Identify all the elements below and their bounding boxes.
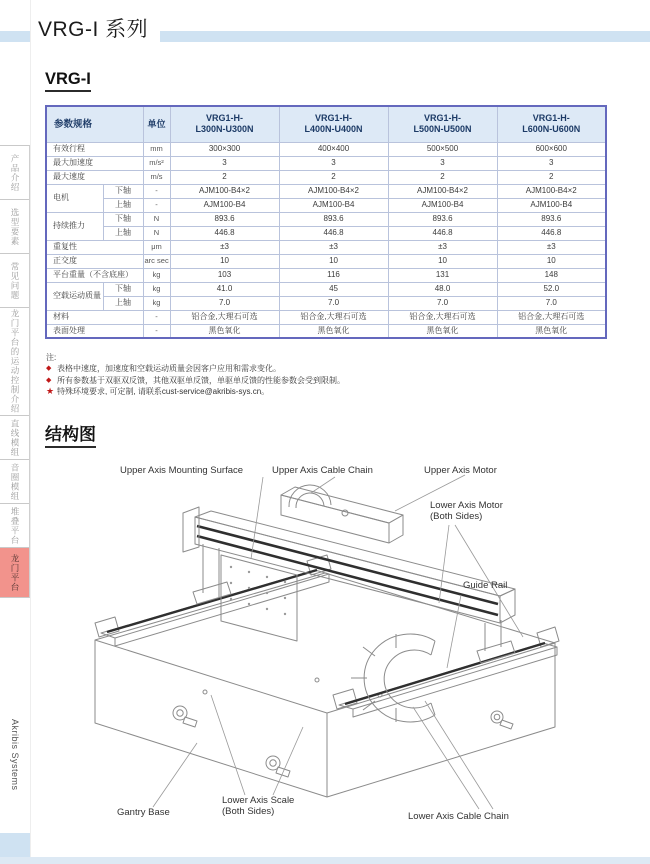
table-cell: 45	[279, 282, 388, 296]
eyebolt-icon	[173, 706, 513, 777]
label-line: Lower Axis Motor	[430, 500, 503, 511]
sidebar-item-gantry-motion-control-intro[interactable]: 龙门平台的运动控制介绍	[0, 308, 29, 416]
table-cell: 500×500	[388, 142, 497, 156]
label-lower-axis-cable-chain	[408, 811, 509, 822]
unit-cell: arc sec	[143, 254, 170, 268]
row-group-label: 持续推力	[46, 212, 103, 240]
table-cell: AJM100-B4×2	[388, 184, 497, 198]
model-name-line: L500N-U500N	[413, 124, 472, 135]
table-row	[46, 170, 606, 184]
table-cell: AJM100-B4	[497, 198, 606, 212]
model-name-line: VRG1-H-	[206, 113, 244, 124]
table-cell: 52.0	[497, 282, 606, 296]
table-cell: AJM100-B4×2	[497, 184, 606, 198]
column-header-model-3	[388, 106, 497, 142]
table-cell: 446.8	[279, 226, 388, 240]
table-cell: 3	[388, 156, 497, 170]
row-label: 平台重量（不含底座）	[46, 268, 143, 282]
table-cell: 10	[279, 254, 388, 268]
model-name-line: L600N-U600N	[522, 124, 581, 135]
table-cell: 3	[497, 156, 606, 170]
gantry-line-art	[95, 485, 559, 797]
unit-cell: kg	[143, 296, 170, 310]
sidebar-item-gantry-stage-active[interactable]: 龙门平台	[0, 548, 29, 598]
column-header-param: 参数规格	[46, 106, 143, 142]
table-cell: 7.0	[279, 296, 388, 310]
table-cell: 10	[170, 254, 279, 268]
model-name-line: L400N-U400N	[304, 124, 363, 135]
table-cell: 103	[170, 268, 279, 282]
row-label: 正交度	[46, 254, 143, 268]
label-line: Upper Axis Cable Chain	[272, 465, 373, 476]
label-line: Gantry Base	[117, 807, 170, 818]
row-sub-label: 上轴	[103, 198, 143, 212]
sidebar-item-linear-module[interactable]: 直线模组	[0, 416, 29, 460]
label-line: Lower Axis Scale	[222, 795, 295, 806]
table-cell: 铝合金,大理石可选	[279, 310, 388, 324]
table-cell: 黑色氧化	[170, 324, 279, 338]
table-cell: 2	[170, 170, 279, 184]
table-cell: 3	[279, 156, 388, 170]
row-sub-label: 下轴	[103, 212, 143, 226]
table-cell: ±3	[279, 240, 388, 254]
row-sub-label: 上轴	[103, 296, 143, 310]
table-cell: 893.6	[279, 212, 388, 226]
table-cell: 7.0	[170, 296, 279, 310]
unit-cell: μm	[143, 240, 170, 254]
unit-cell: kg	[143, 268, 170, 282]
diamond-bullet-icon: ◆	[46, 376, 52, 384]
table-header-row	[46, 106, 606, 142]
column-header-model-2	[279, 106, 388, 142]
label-line: (Both Sides)	[222, 806, 275, 817]
row-label: 最大加速度	[46, 156, 143, 170]
note-text: 特殊环境要求, 可定制, 请联系cust-service@akribis-sys.cn。	[57, 387, 270, 396]
table-cell: 7.0	[388, 296, 497, 310]
table-cell: 48.0	[388, 282, 497, 296]
unit-cell: N	[143, 212, 170, 226]
diagram-section-title: 结构图	[45, 420, 96, 448]
label-upper-axis-cable-chain	[272, 465, 373, 476]
unit-cell: kg	[143, 282, 170, 296]
notes-title: 注:	[46, 353, 57, 362]
table-cell: 893.6	[170, 212, 279, 226]
label-line: Upper Axis Motor	[424, 465, 497, 476]
row-sub-label: 上轴	[103, 226, 143, 240]
label-lower-axis-scale	[222, 795, 294, 817]
table-row	[46, 296, 606, 310]
label-upper-axis-motor	[424, 465, 497, 476]
sidebar-item-product-intro[interactable]: 产品介绍	[0, 146, 29, 200]
row-sub-label: 下轴	[103, 184, 143, 198]
table-cell: 2	[388, 170, 497, 184]
table-row	[46, 226, 606, 240]
model-name-line: VRG1-H-	[532, 113, 570, 124]
row-group-label: 电机	[46, 184, 103, 212]
star-bullet-icon: ★	[46, 386, 55, 396]
table-row	[46, 268, 606, 282]
table-row	[46, 184, 606, 198]
table-cell: AJM100-B4	[170, 198, 279, 212]
table-cell: 铝合金,大理石可选	[388, 310, 497, 324]
table-cell: 铝合金,大理石可选	[170, 310, 279, 324]
table-cell: 131	[388, 268, 497, 282]
table-row	[46, 198, 606, 212]
note-item	[46, 386, 576, 398]
row-label: 材料	[46, 310, 143, 324]
row-label: 表面处理	[46, 324, 143, 338]
table-row	[46, 254, 606, 268]
note-item	[46, 375, 576, 387]
footer-accent-bar	[0, 857, 650, 864]
table-row	[46, 240, 606, 254]
table-row	[46, 156, 606, 170]
table-cell: 2	[279, 170, 388, 184]
note-item	[46, 363, 576, 375]
model-name-line: VRG1-H-	[424, 113, 462, 124]
table-cell: 7.0	[497, 296, 606, 310]
label-line: (Both Sides)	[430, 511, 483, 522]
label-line: Guide Rail	[463, 580, 508, 591]
sidebar-item-faq[interactable]: 常见问题	[0, 254, 29, 308]
table-row	[46, 142, 606, 156]
label-lower-axis-motor	[430, 500, 503, 522]
unit-cell: m/s	[143, 170, 170, 184]
brand-text: Akribis Systems	[10, 719, 20, 791]
sidebar	[0, 0, 31, 864]
label-line: Upper Axis Mounting Surface	[120, 465, 244, 476]
table-cell: 446.8	[388, 226, 497, 240]
table-cell: 黑色氧化	[279, 324, 388, 338]
row-label: 重复性	[46, 240, 143, 254]
unit-cell: m/s²	[143, 156, 170, 170]
unit-cell: -	[143, 310, 170, 324]
spec-table	[45, 105, 607, 339]
row-group-label: 空载运动质量	[46, 282, 103, 310]
row-sub-label: 下轴	[103, 282, 143, 296]
table-cell: AJM100-B4×2	[170, 184, 279, 198]
structure-diagram	[45, 455, 606, 855]
table-row	[46, 310, 606, 324]
label-line: Lower Axis Cable Chain	[408, 811, 509, 822]
header-accent-bar-right	[160, 31, 650, 42]
table-cell: AJM100-B4	[279, 198, 388, 212]
note-text: 表格中速度，加速度和空载运动质量会因客户应用和需求变化。	[57, 364, 281, 373]
table-cell: 116	[279, 268, 388, 282]
table-cell: 10	[497, 254, 606, 268]
table-cell: 黑色氧化	[388, 324, 497, 338]
unit-cell: mm	[143, 142, 170, 156]
table-cell: 148	[497, 268, 606, 282]
model-name-line: VRG1-H-	[315, 113, 353, 124]
row-label: 最大速度	[46, 170, 143, 184]
unit-cell: -	[143, 184, 170, 198]
table-cell: ±3	[497, 240, 606, 254]
table-cell: 黑色氧化	[497, 324, 606, 338]
unit-cell: -	[143, 324, 170, 338]
table-cell: 铝合金,大理石可选	[497, 310, 606, 324]
row-label: 有效行程	[46, 142, 143, 156]
table-row	[46, 212, 606, 226]
sidebar-tabs	[0, 145, 30, 598]
table-row	[46, 282, 606, 296]
table-cell: 2	[497, 170, 606, 184]
unit-cell: -	[143, 198, 170, 212]
label-upper-axis-mounting-surface	[120, 465, 243, 476]
table-cell: 893.6	[497, 212, 606, 226]
notes	[46, 353, 576, 398]
unit-cell: N	[143, 226, 170, 240]
table-cell: AJM100-B4	[388, 198, 497, 212]
table-cell: 446.8	[497, 226, 606, 240]
diamond-bullet-icon: ◆	[46, 365, 52, 372]
label-guide-rail	[463, 580, 507, 591]
table-cell: 600×600	[497, 142, 606, 156]
column-header-model-1	[170, 106, 279, 142]
table-cell: 446.8	[170, 226, 279, 240]
table-cell: ±3	[388, 240, 497, 254]
note-text: 所有参数基于双驱双反馈，其他双驱单反馈，单驱单反馈的性能参数会受到限制。	[57, 375, 345, 385]
sidebar-item-stacked-stage[interactable]: 堆叠平台	[0, 504, 29, 548]
table-row	[46, 324, 606, 338]
sidebar-item-voice-coil-module[interactable]: 音圈模组	[0, 460, 29, 504]
table-cell: 41.0	[170, 282, 279, 296]
column-header-unit: 单位	[143, 106, 170, 142]
table-cell: 893.6	[388, 212, 497, 226]
model-name-line: L300N-U300N	[195, 124, 254, 135]
table-cell: 10	[388, 254, 497, 268]
table-cell: AJM100-B4×2	[279, 184, 388, 198]
table-cell: 400×400	[279, 142, 388, 156]
table-section-title: VRG-I	[45, 70, 91, 92]
page-title: VRG-I 系列	[38, 18, 149, 41]
table-cell: 300×300	[170, 142, 279, 156]
table-cell: ±3	[170, 240, 279, 254]
gantry-structure-drawing	[45, 455, 606, 855]
label-gantry-base	[117, 807, 170, 818]
sidebar-item-selection-elements[interactable]: 选型要素	[0, 200, 29, 254]
column-header-model-4	[497, 106, 606, 142]
table-cell: 3	[170, 156, 279, 170]
